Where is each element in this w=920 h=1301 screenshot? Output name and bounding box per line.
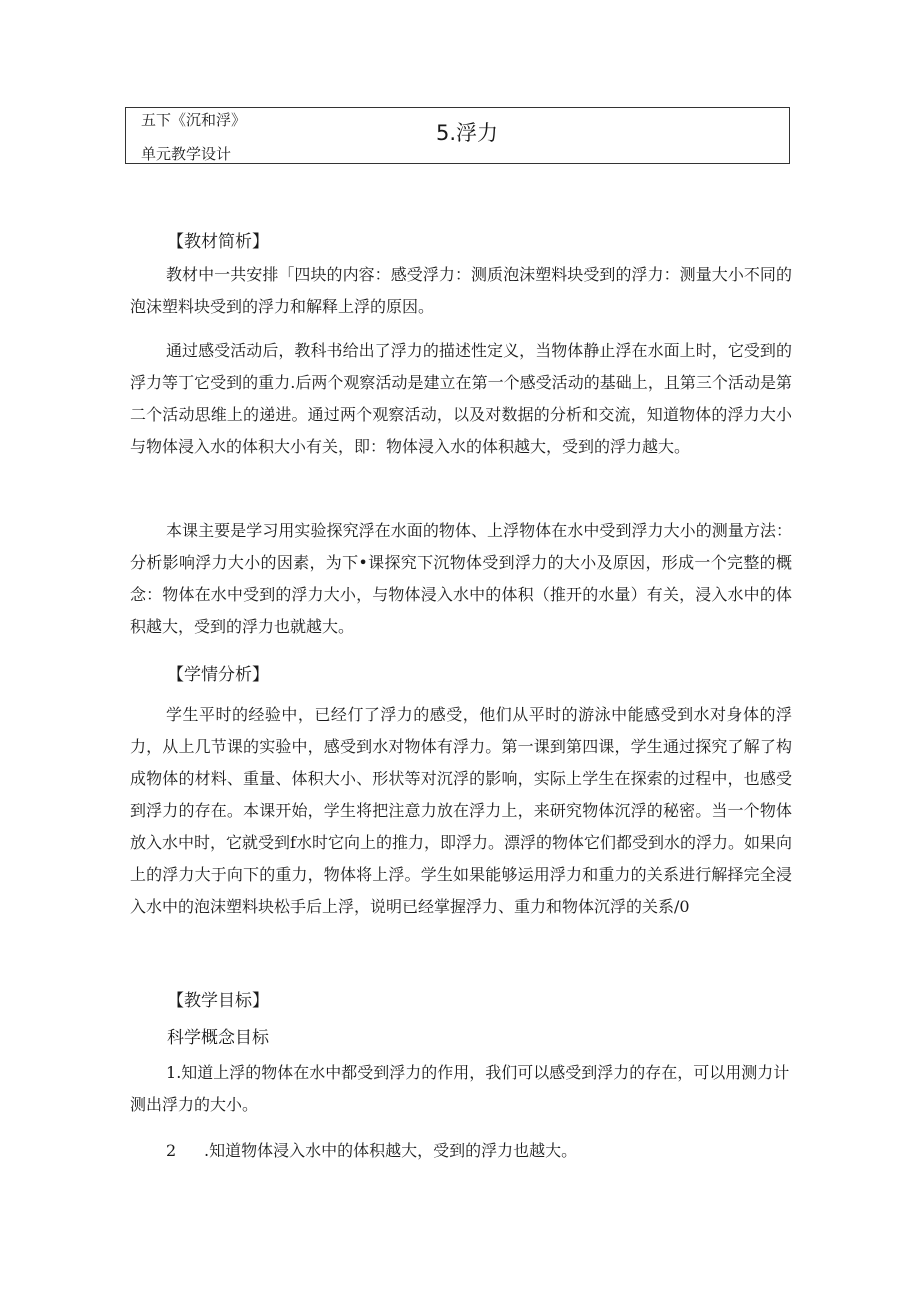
lesson-title: 5.浮力 [436,121,499,145]
material-analysis-paragraph-3: 本课主要是学习用实验探究浮在水面的物体、上浮物体在水中受到浮力大小的测量方法：分析影响浮力大小的因素，为下•课探究下沉物体受到浮力的大小及原因，形成一个完整的概念：物体在水中受到的浮力大小，与物体浸入水中的体积（推开的水量）有关，浸入水中的体积越大，受到的浮力也就越大。 [130,521,792,636]
goal-item-2-text: .知道物体浸入水中的体积越大，受到的浮力也越大。 [204,1141,578,1160]
teaching-goals-heading: 【教学目标】 [167,991,269,1011]
unit-design-label: 单元教学设计 [141,145,232,163]
student-analysis-paragraph: 学生平时的经验中，已经仃了浮力的感受，他们从平时的游泳中能感受到水对身体的浮力，从上几节课的实验中，感受到水对物体有浮力。第一课到第四课，学生通过探究了解了构成物体的材料、重量、体积大小、形状等对沉浮的影响，实际上学生在探索的过程中，也感受到浮力的存在。本课开始，学生将把注意力放在浮力上，来研究物体沉浮的秘密。当一个物体放入水中时，它就受到f水时它向上的推力，即浮力。漂浮的物体它们都受到水的浮力。如果向上的浮力大于向下的重力，物体将上浮。学生如果能够运用浮力和重力的关系进行解择完全浸入水中的泡沫塑料块松手后上浮，说明已经掌握浮力、重力和物体沉浮的关系/0 [130,705,792,916]
goal-item-1-text: .知道上浮的物体在水中都受到浮力的作用，我们可以感受到浮力的存在，可以用测力计测出浮力的大小。 [130,1063,790,1114]
goal-item-2-number: 2 [166,1141,177,1160]
goal-item-2 [130,1135,792,1167]
header-table [125,107,790,164]
material-analysis-paragraph-2: 通过感受活动后，教科书给出了浮力的描述性定义，当物体静止浮在水面上时，它受到的浮力等丁它受到的重力.后两个观察活动是建立在第一个感受活动的基础上，且第三个活动是第二个活动思维上的递进。通过两个观察活动，以及对数据的分析和交流，知道物体的浮力大小与物体浸入水的体积大小有关，即：物体浸入水的体积越大，受到的浮力越大。 [130,341,792,456]
goal-item-1-number: 1 [166,1063,177,1082]
goal-item-1 [130,1057,792,1121]
student-analysis-heading: 【学情分析】 [167,665,269,685]
science-concept-goals-heading: 科学概念目标 [167,1028,269,1048]
unit-name: 五下《沉和浮》 [141,111,247,129]
material-analysis-paragraph-1: 教材中一共安排「四块的内容：感受浮力：测质泡沫塑料块受到的浮力：测量大小不同的泡沫塑料块受到的浮力和解释上浮的原因。 [130,265,792,316]
material-analysis-heading: 【教材简析】 [167,232,269,252]
